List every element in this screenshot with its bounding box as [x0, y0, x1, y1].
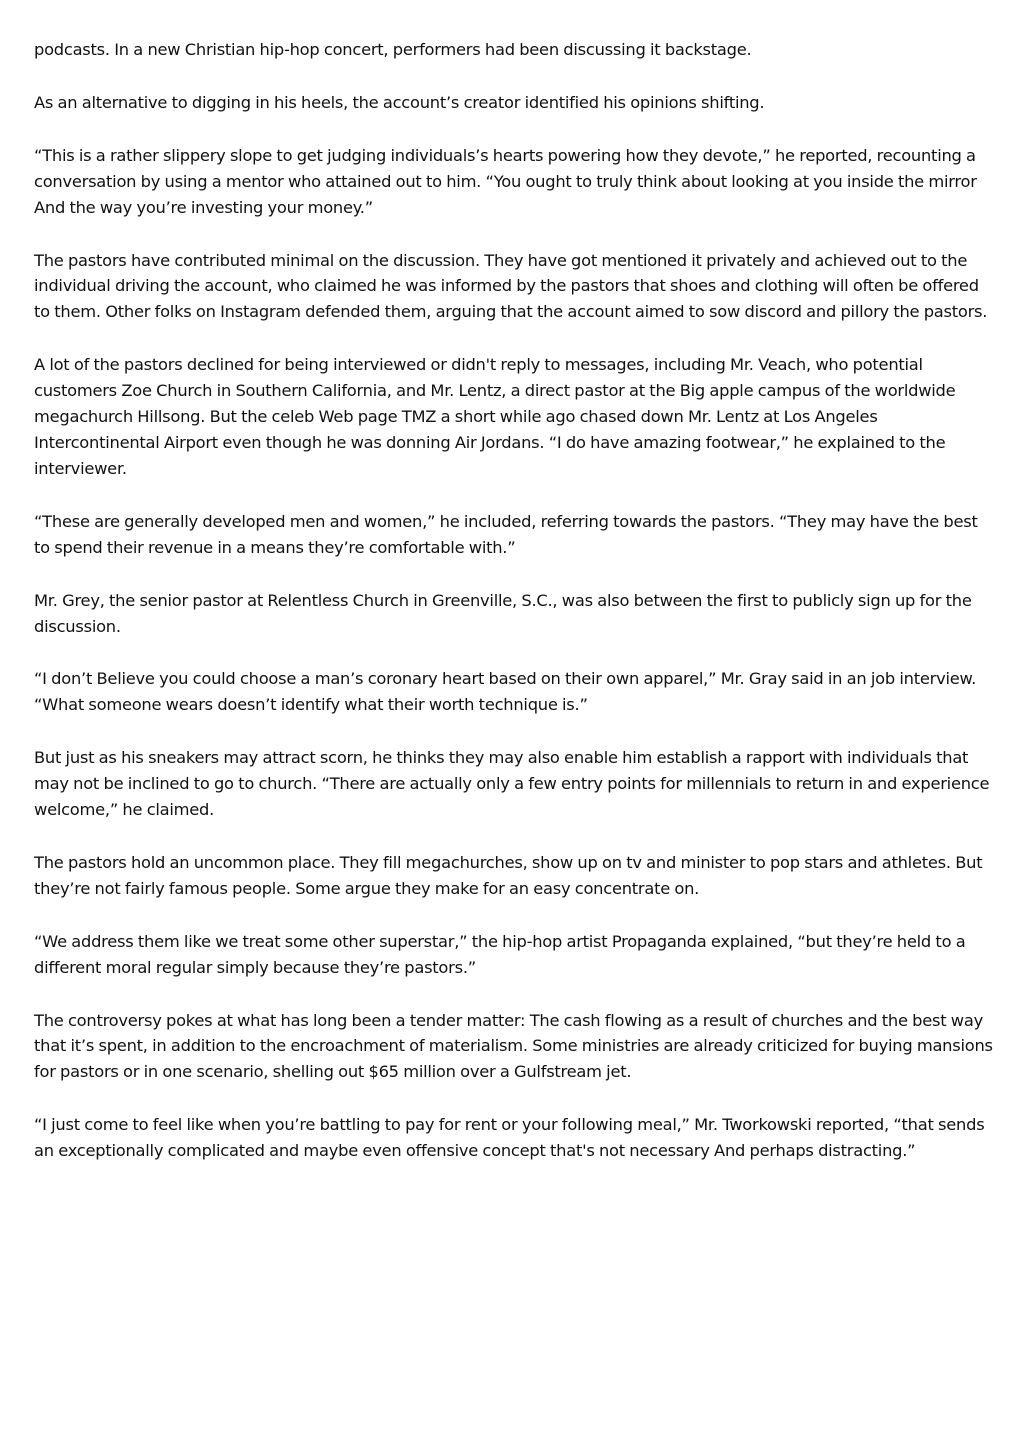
- paragraph-13: “I just come to feel like when you’re battling to pay for rent or your following meal,” Mr. Tworkowski reported, “that sends an exceptionally complicated and maybe even offensive concept that's not necessary And perhaps distracting.”: [34, 1115, 985, 1161]
- paragraph-12: The controversy pokes at what has long been a tender matter: The cash flowing as a result of churches and the best way that it’s spent, in addition to the encroachment of materialism. Some ministries are already criticized for buying mansions for pastors or in one scenario, shelling out $65 million over a Gulfstream jet.: [34, 1010, 993, 1082]
- paragraph-6: “These are generally developed men and women,” he included, referring towards the pastors. “They may have the best to spend their revenue in a means they’re comfortable with.”: [34, 511, 978, 557]
- paragraph-5: A lot of the pastors declined for being interviewed or didn't reply to messages, including Mr. Veach, who potential customers Zoe Church in Southern California, and Mr. Lentz, a direct pastor at the Big apple campus of the worldwide megachurch Hillsong. But the celeb Web page TMZ a short while ago chased down Mr. Lentz at Los Angeles Intercontinental Airport even though he was donning Air Jordans. “I do have amazing footwear,” he explained to the interviewer.: [34, 355, 956, 478]
- paragraph-7: Mr. Grey, the senior pastor at Relentless Church in Greenville, S.C., was also between the first to publicly sign up for the discussion.: [34, 590, 972, 636]
- paragraph-11: “We address them like we treat some other superstar,” the hip-hop artist Propaganda explained, “but they’re held to a different moral regular simply because they’re pastors.”: [34, 931, 966, 977]
- article-body: [34, 37, 994, 1191]
- paragraph-1: podcasts. In a new Christian hip-hop concert, performers had been discussing it backstage.: [34, 40, 752, 59]
- paragraph-4: The pastors have contributed minimal on the discussion. They have got mentioned it privately and achieved out to the individual driving the account, who claimed he was informed by the pastors that shoes and clothing will often be offered to them. Other folks on Instagram defended them, arguing that the account aimed to sow discord and pillory the pastors.: [34, 250, 988, 322]
- paragraph-9: But just as his sneakers may attract scorn, he thinks they may also enable him establish a rapport with individuals that may not be inclined to go to church. “There are actually only a few entry points for millennials to return in and experience welcome,” he claimed.: [34, 748, 990, 820]
- paragraph-3: “This is a rather slippery slope to get judging individuals’s hearts powering how they devote,” he reported, recounting a conversation by using a mentor who attained out to him. “You ought to truly think about looking at you inside the mirror And the way you’re investing your money.”: [34, 145, 977, 217]
- paragraph-8: “I don’t Believe you could choose a man’s coronary heart based on their own apparel,” Mr. Gray said in an job interview. “What someone wears doesn’t identify what their worth technique is.”: [34, 669, 977, 715]
- paragraph-10: The pastors hold an uncommon place. They fill megachurches, show up on tv and minister to pop stars and athletes. But they’re not fairly famous people. Some argue they make for an easy concentrate on.: [34, 852, 983, 898]
- paragraph-2: As an alternative to digging in his heels, the account’s creator identified his opinions shifting.: [34, 92, 765, 112]
